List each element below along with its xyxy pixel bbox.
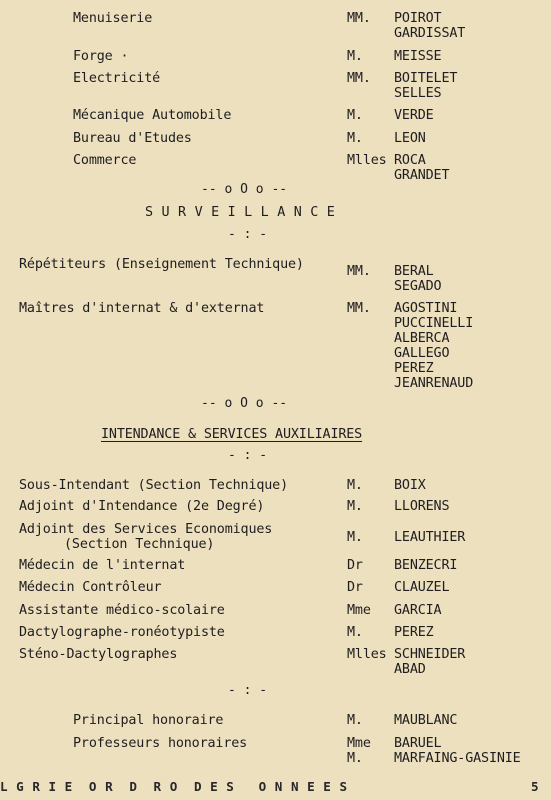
name: VERDE	[394, 108, 434, 123]
row-label: Médecin de l'internat	[19, 558, 186, 573]
name: GALLEGO	[394, 346, 450, 361]
row-label: Maîtres d'internat & d'externat	[19, 301, 265, 316]
row-title: Dr	[347, 558, 363, 573]
footer-watermark: L G R I E O R D R O D E S O N N E E S	[0, 779, 348, 794]
row-title: Mme	[347, 603, 371, 618]
row-title: Dr	[347, 580, 363, 595]
row-label: Bureau d'Etudes	[73, 131, 192, 146]
name: BARUEL	[394, 736, 442, 751]
section-heading-intendance: INTENDANCE & SERVICES AUXILIAIRES	[101, 427, 363, 442]
name: GARDISSAT	[394, 26, 466, 41]
row-label: Assistante médico-scolaire	[19, 603, 225, 618]
row-names	[394, 530, 465, 545]
row-label-continued: (Section Technique)	[64, 537, 215, 552]
section-heading-surveillance: S U R V E I L L A N C E	[145, 205, 336, 220]
row-names	[394, 301, 473, 391]
row-title: M.	[347, 713, 363, 728]
row-title: M.	[347, 530, 363, 545]
row-title: M.	[347, 49, 363, 64]
row-names	[394, 558, 457, 573]
page-number: 5	[531, 779, 539, 794]
row-label: Adjoint des Services Economiques	[19, 522, 273, 537]
row-label: Sténo-Dactylographes	[19, 647, 178, 662]
row-label: Electricité	[73, 71, 161, 86]
name: BOIX	[394, 478, 426, 493]
row-names	[394, 478, 426, 493]
row-names	[394, 736, 521, 766]
name: JEANRENAUD	[394, 376, 474, 391]
name: MEISSE	[394, 49, 442, 64]
name: ROCA	[394, 153, 426, 168]
separator-colon: - : -	[228, 227, 268, 242]
separator-circles: -- o O o --	[201, 182, 288, 197]
row-label: Médecin Contrôleur	[19, 580, 162, 595]
name: MAUBLANC	[394, 713, 458, 728]
row-label: Sous-Intendant (Section Technique)	[19, 478, 289, 493]
row-title: M.	[347, 131, 363, 146]
name: SEGADO	[394, 279, 442, 294]
row-title: MM.	[347, 71, 371, 86]
name: MARFAING-GASINIE	[394, 751, 521, 766]
row-label: Mécanique Automobile	[73, 108, 232, 123]
row-names	[394, 647, 465, 677]
row-title: M.	[347, 478, 363, 493]
separator-colon: - : -	[228, 683, 268, 698]
row-label: Forge ·	[73, 49, 129, 64]
title: M.	[347, 751, 363, 766]
row-label: Principal honoraire	[73, 713, 224, 728]
name: CLAUZEL	[394, 580, 450, 595]
name: ALBERCA	[394, 331, 450, 346]
name: LEAUTHIER	[394, 530, 466, 545]
row-label: Professeurs honoraires	[73, 736, 248, 751]
row-title: M.	[347, 108, 363, 123]
name: SCHNEIDER	[394, 647, 466, 662]
name: BOITELET	[394, 71, 458, 86]
name: PEREZ	[394, 625, 434, 640]
row-title: MM.	[347, 301, 371, 316]
separator-circles: -- o O o --	[201, 396, 288, 411]
row-names	[394, 603, 441, 618]
row-label: Adjoint d'Intendance (2e Degré)	[19, 499, 265, 514]
row-title: M.	[347, 625, 363, 640]
row-label: Menuiserie	[73, 11, 153, 26]
row-names	[394, 264, 441, 294]
row-title: Mlles	[347, 153, 387, 168]
row-names	[394, 153, 449, 183]
row-label: Dactylographe-ronéotypiste	[19, 625, 225, 640]
name: GARCIA	[394, 603, 442, 618]
row-title: Mlles	[347, 647, 387, 662]
row-names	[394, 71, 457, 101]
row-names	[394, 580, 449, 595]
title: Mme	[347, 736, 371, 751]
row-names	[394, 625, 434, 640]
row-names	[394, 131, 426, 146]
row-title: MM.	[347, 11, 371, 26]
name: POIROT	[394, 11, 442, 26]
row-title: M.	[347, 499, 363, 514]
row-titles	[347, 736, 371, 766]
row-label: Répétiteurs (Enseignement Technique)	[19, 257, 304, 272]
separator-colon: - : -	[228, 448, 268, 463]
row-title: MM.	[347, 264, 371, 279]
name: SELLES	[394, 86, 442, 101]
row-names	[394, 499, 449, 514]
name: BERAL	[394, 264, 434, 279]
name: BENZECRI	[394, 558, 458, 573]
name: LEON	[394, 131, 426, 146]
name: PUCCINELLI	[394, 316, 474, 331]
name: LLORENS	[394, 499, 450, 514]
row-label: Commerce	[73, 153, 137, 168]
name: GRANDET	[394, 168, 450, 183]
row-names	[394, 49, 441, 64]
row-names	[394, 11, 465, 41]
row-names	[394, 713, 457, 728]
row-names	[394, 108, 434, 123]
name: AGOSTINI	[394, 301, 458, 316]
name: PEREZ	[394, 361, 434, 376]
name: ABAD	[394, 662, 426, 677]
